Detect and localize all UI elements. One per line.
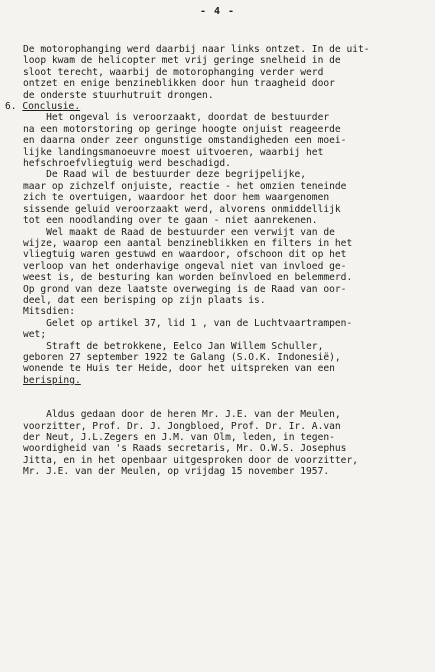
paragraph-article: [23, 318, 423, 341]
text-line: ontzet en enige benzineblikken door hun traagheid door: [23, 78, 335, 90]
text-line: Straft de betrokkene, Eelco Jan Willem Schuller,: [23, 340, 324, 352]
text-line: geboren 27 september 1922 te Galang (S.O.K. Indonesië),: [23, 351, 341, 363]
text-line: en daarna onder zeer ongunstige omstandigheden een moei-: [23, 135, 347, 147]
text-line: wijze, waarop een aantal benzineblikken en filters in het: [23, 237, 353, 249]
mitsdien-heading: Mitsdien:: [23, 306, 75, 318]
paragraph-sentence: [23, 341, 423, 387]
spacer: [23, 386, 423, 409]
text-line: Aldus gedaan door de heren Mr. J.E. van der Meulen,: [23, 409, 341, 421]
text-line: weest is, de besturing kan worden beïnvloed en belemmerd.: [23, 272, 353, 284]
section-number: 6.: [5, 101, 17, 113]
text-line: deel, dat een berisping op zijn plaats is.: [23, 294, 266, 306]
section-heading: [5, 101, 423, 112]
text-line: De Raad wil de bestuurder deze begrijpelijke,: [23, 169, 307, 181]
section-title: Conclusie.: [22, 101, 81, 113]
text-line: wonende te Huis ter Heide, door het uitspreken van een: [23, 363, 335, 375]
text-line: Wel maakt de Raad de bestuurder een verwijt van de: [23, 226, 335, 238]
text-line: na een motorstoring op geringe hoogte onjuist reageerde: [23, 123, 341, 135]
paragraph-closing: [23, 409, 423, 477]
text-line: verloop van het onderhavige ongeval niet van invloed ge-: [23, 260, 347, 272]
text-line: Het ongeval is veroorzaakt, doordat de bestuurder: [23, 112, 330, 124]
paragraph-reaction: [23, 169, 423, 226]
paragraph-intro: [23, 44, 423, 101]
text-line: voorzitter, Prof. Dr. J. Jongbloed, Prof. Dr. Ir. A.van: [23, 420, 341, 432]
text-line: loop kwam de helicopter met vrij geringe snelheid in de: [23, 55, 341, 67]
text-line: woordigheid van 's Raads secretaris, Mr. O.W.S. Josephus: [23, 443, 347, 455]
paragraph-cause: [23, 112, 423, 169]
text-line: maar op zichzelf onjuiste, reactie - het omzien teneinde: [23, 180, 347, 192]
text-line: Jitta, en in het openbaar uitgesproken door de voorzitter,: [23, 454, 359, 466]
paragraph-reproach: [23, 227, 423, 307]
text-line: wet;: [23, 329, 47, 341]
text-line: hefschroefvliegtuig werd beschadigd.: [23, 158, 231, 170]
text-line: Gelet op artikel 37, lid 1 , van de Luchtvaartrampen-: [23, 317, 353, 329]
document-body: [5, 44, 423, 478]
text-line: der Neut, J.L.Zegers en J.M. van Olm, leden, in tegen-: [23, 432, 335, 443]
page-number: - 4 -: [199, 6, 236, 17]
verdict-word: berisping.: [23, 374, 81, 386]
text-line: vliegtuig waren gestuwd en waardoor, ofschoon dit op het: [23, 249, 347, 261]
text-line: lijke landingsmanoeuvre moest uitvoeren, waarbij het: [23, 146, 324, 158]
text-line: sissende geluid veroorzaakt werd, alvorens onmiddellijk: [23, 203, 341, 215]
text-line: Op grond van deze laatste overweging is de Raad van oor-: [23, 283, 347, 295]
text-line: de onderste stuurhutruit drongen.: [23, 89, 214, 101]
text-line: De motorophanging werd daarbij naar links ontzet. In de uit-: [23, 44, 370, 55]
text-line: sloot terecht, waarbij de motorophanging verder werd: [23, 66, 324, 78]
text-line: zich te overtuigen, waardoor het door hem waargenomen: [23, 192, 330, 204]
text-line: tot een noodlanding over te gaan - niet aanrekenen.: [23, 215, 318, 227]
text-line: Mr. J.E. van der Meulen, op vrijdag 15 november 1957.: [23, 466, 330, 478]
